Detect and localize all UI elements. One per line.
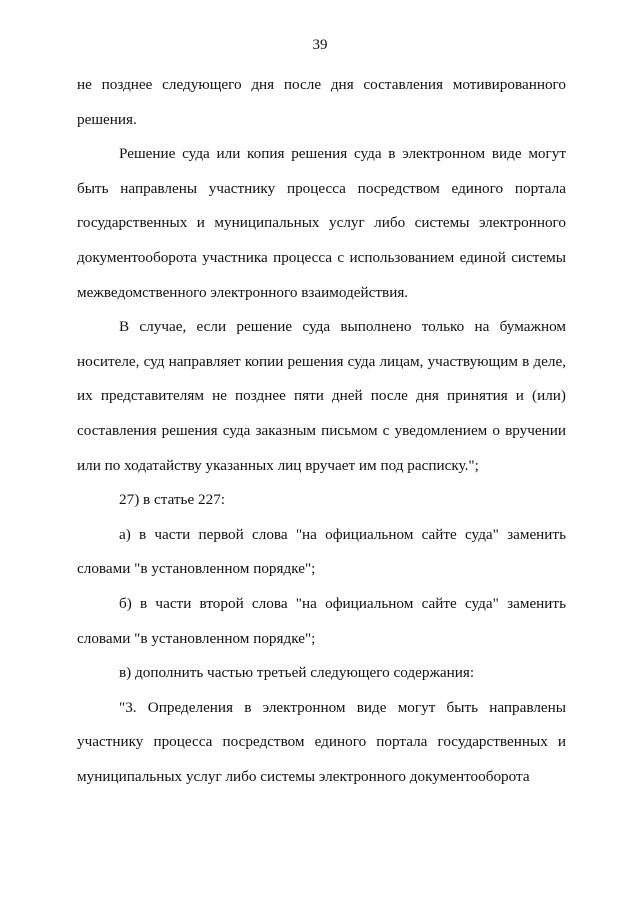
page-number: 39 [312,37,328,53]
paragraph-continuation: не позднее следующего дня после дня составления мотивированного решения. [77,76,566,128]
paragraph-item-a: а) в части первой слова "на официальном сайте суда" заменить словами "в установленном порядке"; [77,525,566,578]
paragraph-article-227: 27) в статье 227: [119,491,226,509]
paragraph-item-b: б) в части второй слова "на официальном сайте суда" заменить словами "в установленном порядке"; [77,594,566,647]
paragraph-section-3: "3. Определения в электронном виде могут быть направлены участнику процесса посредством единого портала государственных и муниципальных услуг либо системы электронного документооборота [77,698,566,785]
document-body [77,68,566,794]
paragraph-electronic-decision: Решение суда или копия решения суда в электронном виде могут быть направлены участнику процесса посредством единого портала государственных и муниципальных услуг либо системы электронного документооборота участника процесса с использованием единой системы межведомственного электронного взаимодействия. [77,145,566,301]
paragraph-item-v: в) дополнить частью третьей следующего содержания: [119,664,475,682]
paragraph-paper-decision: В случае, если решение суда выполнено только на бумажном носителе, суд направляет копии решения суда лицам, участвующим в деле, их представителям не позднее пяти дней после дня принятия и (или) составления решения суда заказным письмом с уведомлением о вручении или по ходатайству указанных лиц вручает им под расписку."; [77,318,566,474]
